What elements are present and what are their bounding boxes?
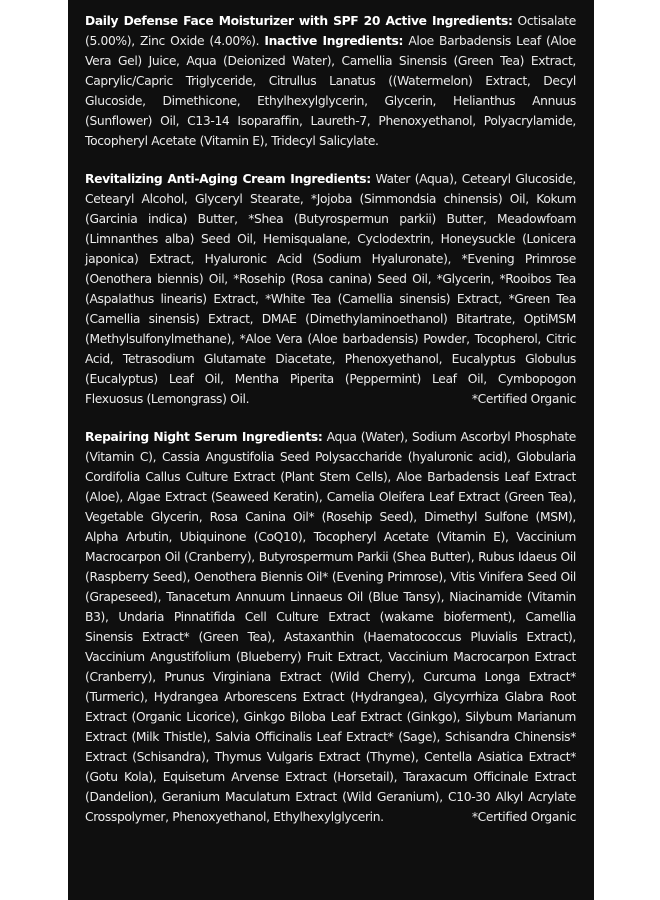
serum-certified-note: *Certified Organic (471, 810, 576, 824)
serum-text: Aqua (Water), Sodium Ascorbyl Phosphate (Vitamin C), Cassia Angustifolia Seed Polysaccharide (hyaluronic acid), Globularia Cordifolia Callus Culture Extract (Plant Stem Cells), Aloe Barbadensis Leaf Extract (Aloe), Algae Extract (Seaweed Keratin), Camelia Oleifera Leaf Extract (Green Tea), Vegetable Glycerin, Rosa Canina Oil* (Rosehip Seed), Dimethyl Sulfone (MSM), Alpha Arbutin, Ubiquinone (CoQ10), Tocopheryl Acetate (Vitamin E), Vaccinium Macrocarpon Oil (Cranberry), Butyrospermum Parkii (Shea Butter), Rubus Idaeus Oil (Raspberry Seed), Oenothera Biennis Oil* (Evening Primrose), Vitis Vinifera Seed Oil (Grapeseed), Tanacetum Annuum Linnaeus Oil (Blue Tansy), Niacinamide (Vitamin B3), Undaria Pinnatifida Cell Culture Extract (wakame bioferment), Camellia Sinensis Extract* (Green Tea), Astaxanthin (Haematococcus Pluvialis Extract), Vaccinium Angustifolium (Blueberry) Fruit Extract, Vaccinium Macrocarpon Extract (Cranberry), Prunus Virginiana Extract (Wild Cherry), Curcuma Longa Extract* (Turmeric), Hydrangea Arborescens Extract (Hydrangea), Glycyrrhiza Glabra Root Extract (Organic Licorice), Ginkgo Biloba Leaf Extract (Ginkgo), Silybum Marianum Extract (Milk Thistle), Salvia Officinalis Leaf Extract* (Sage), Schisandra Chinensis* Extract (Schisandra), Thymus Vulgaris Extract (Thyme), Centella Asiatica Extract* (Gotu Kola), Equisetum Arvense Extract (Horsetail), Taraxacum Officinale Extract (Dandelion), Geranium Maculatum Extract (Wild Geranium), C10-30 Alkyl Acrylate Crosspolymer, Phenoxyethanol, Ethylhexylglycerin. (85, 430, 577, 824)
cream-text: Water (Aqua), Cetearyl Glucoside, Cetearyl Alcohol, Glyceryl Stearate, *Jojoba (Simmondsia chinensis) Oil, Kokum (Garcinia indica) Butter, *Shea (Butyrospermun parkii) Butter, Meadowfoam (Limnanthes alba) Seed Oil, Hemisqualane, Cyclodextrin, Honeysuckle (Lonicera japonica) Extract, Hyaluronic Acid (Sodium Hyaluronate), *Evening Primrose (Oenothera biennis) Oil, *Rosehip (Rosa canina) Seed Oil, *Glycerin, *Rooibos Tea (Aspalathus linearis) Extract, *White Tea (Camellia sinensis) Extract, *Green Tea (Camellia sinensis) Extract, DMAE (Dimethylaminoethanol) Bitartrate, OptiMSM (Methylsulfonylmethane), *Aloe Vera (Aloe barbadensis) Powder, Tocopherol, Citric Acid, Tetrasodium Glutamate Diacetate, Phenoxyethanol, Eucalyptus Globulus (Eucalyptus) Leaf Oil, Mentha Piperita (Peppermint) Leaf Oil, Cymbopogon Flexuosus (Lemongrass) Oil. (85, 172, 576, 406)
cream-heading: Revitalizing Anti-Aging Cream Ingredients: (85, 172, 371, 186)
serum-ingredients (85, 427, 576, 827)
moisturizer-inactive-heading: Inactive Ingredients: (264, 34, 404, 48)
moisturizer-active-text: Octisalate (5.00%), Zinc Oxide (4.00%). (85, 14, 576, 48)
moisturizer-ingredients (85, 11, 576, 151)
moisturizer-heading: Daily Defense Face Moisturizer with SPF 20 Active Ingredients: (85, 14, 513, 28)
serum-heading: Repairing Night Serum Ingredients: (85, 430, 323, 444)
ingredients-panel (68, 0, 594, 900)
cream-certified-note: *Certified Organic (471, 392, 576, 406)
moisturizer-inactive-text: Aloe Barbadensis Leaf (Aloe Vera Gel) Juice, Aqua (Deionized Water), Camellia Sinensis (Green Tea) Extract, Caprylic/Capric Triglyceride, Citrullus Lanatus ((Watermelon) Extract, Decyl Glucoside, Dimethicone, Ethylhexylglycerin, Glycerin, Helianthus Annuus (Sunflower) Oil, C13-14 Isoparaffin, Laureth-7, Phenoxyethanol, Polyacrylamide, Tocopheryl Acetate (Vitamin E), Tridecyl Salicylate. (85, 34, 577, 148)
cream-ingredients (85, 169, 576, 409)
